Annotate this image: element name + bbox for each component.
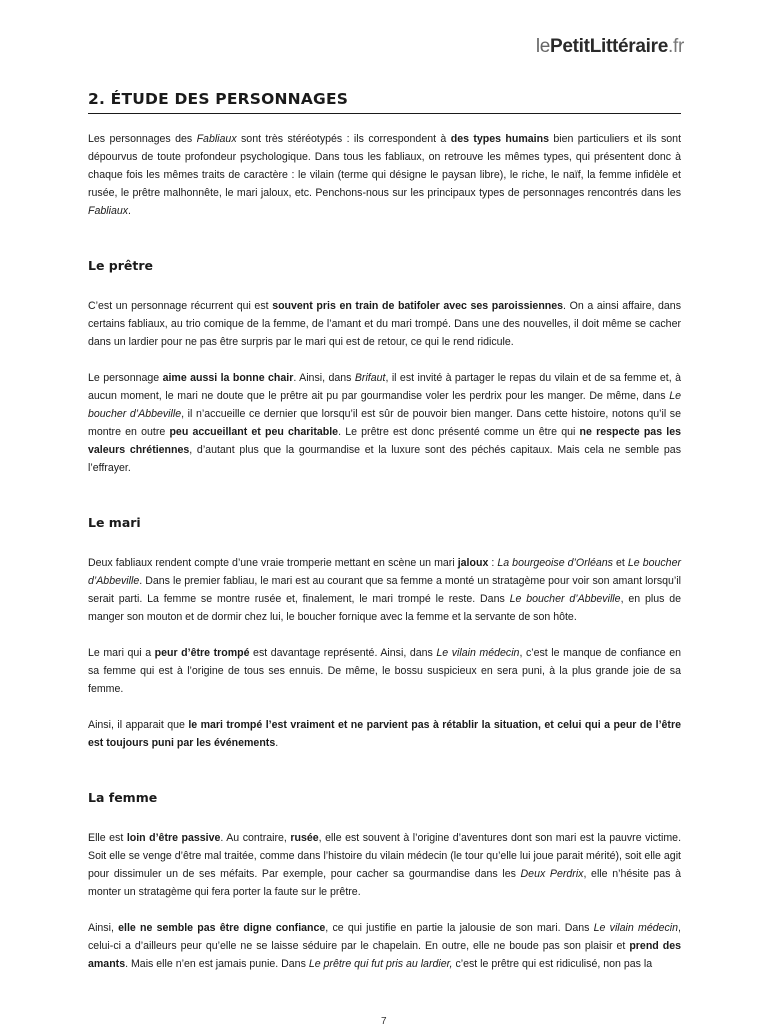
bold-run: ne respecte pas les valeurs chrétiennes bbox=[88, 426, 681, 456]
text-run: . Ainsi, dans bbox=[293, 372, 355, 384]
bold-run: le mari trompé l’est vraiment et ne parvient pas à rétablir la situation, et celui qui a peur de l’être est toujours puni par les événements bbox=[88, 719, 681, 749]
text-run: . bbox=[275, 737, 279, 749]
femme-paragraph-2 bbox=[88, 919, 681, 973]
italic-run: Le prêtre qui fut pris au lardier, bbox=[308, 958, 453, 970]
femme-paragraph-1 bbox=[88, 829, 681, 901]
page-number: 7 bbox=[381, 1016, 387, 1027]
italic-run: La bourgeoise d’Orléans bbox=[497, 557, 613, 569]
text-run: , c’est le manque de confiance en sa femme qui est à l’origine de tous ses ennuis. De même, le bossu suspicieux en sera puni, à la plus grande joie de sa femme. bbox=[88, 647, 681, 695]
text-run: Elle est bbox=[88, 832, 127, 844]
text-run: Ainsi, il apparait que bbox=[88, 719, 189, 731]
text-run: , il est invité à partager le repas du vilain et de sa femme et, à aucun moment, le mari ne doute que le prêtre ait pu par gourmandise voler les perdrix pour les manger. De même, dans bbox=[88, 372, 681, 402]
italic-run: Le vilain médecin bbox=[593, 922, 679, 934]
text-run: . Au contraire, bbox=[220, 832, 291, 844]
text-run: Les personnages des bbox=[88, 133, 197, 145]
italic-run: Fabliaux bbox=[88, 205, 129, 217]
italic-run: Fabliaux bbox=[196, 133, 237, 145]
section-heading-femme: La femme bbox=[88, 790, 158, 805]
bold-run: peu accueillant et peu charitable bbox=[169, 426, 339, 438]
bold-run: jaloux bbox=[457, 557, 489, 569]
bold-run: des types humains bbox=[450, 133, 549, 145]
text-run: . Mais elle n’en est jamais punie. Dans bbox=[125, 958, 309, 970]
chapter-title: 2. ÉTUDE DES PERSONNAGES bbox=[88, 90, 681, 114]
italic-run: Le boucher d’Abbeville bbox=[88, 557, 681, 587]
italic-run: Le boucher d’Abbeville bbox=[509, 593, 621, 605]
text-run: C’est un personnage récurrent qui est bbox=[88, 300, 273, 312]
text-run: . On a ainsi affaire, dans certains fabliaux, au trio comique de la femme, de l’amant et du mari trompé. Dans une des nouvelles, il doit même se cacher dans un lardier pour ne pas être surpris par le mari qui est de retour, ce qui le rend ridicule. bbox=[88, 300, 681, 348]
bold-run: peur d’être trompé bbox=[154, 647, 250, 659]
text-run: , en plus de manger son mouton et de dormir chez lui, le boucher fornique avec la femme et la servante de son hôte. bbox=[88, 593, 681, 623]
bold-run: prend des amants bbox=[88, 940, 681, 970]
text-run: Le mari qui a bbox=[88, 647, 155, 659]
bold-run: souvent pris en train de batifoler avec ses paroissiennes bbox=[272, 300, 564, 312]
text-run: Deux fabliaux rendent compte d’une vraie tromperie mettant en scène un mari bbox=[88, 557, 458, 569]
text-run: Ainsi, bbox=[88, 922, 119, 934]
text-run: c’est le prêtre qui est ridiculisé, non pas la bbox=[452, 958, 653, 970]
mari-paragraph-2 bbox=[88, 644, 681, 698]
brand-part-le: le bbox=[535, 36, 551, 57]
text-run: , elle est souvent à l’origine d’aventures dont son mari est la pauvre victime. Soit elle se venge d’être mal traitée, comme dans l’histoire du vilain médecin (le tour qu’elle lui joue parait mérité), soit elle agit pour dissimuler un de ses méfaits. Par exemple, pour cacher sa gourmandise dans les bbox=[88, 832, 682, 880]
brand-part-name: PetitLittéraire bbox=[550, 36, 668, 57]
text-run: est davantage représenté. Ainsi, dans bbox=[249, 647, 437, 659]
text-run: , ce qui justifie en partie la jalousie de son mari. Dans bbox=[325, 922, 594, 934]
text-run: , d’autant plus que la gourmandise et la luxure sont des péchés capitaux. Mais cela ne semble pas l’effrayer. bbox=[88, 444, 681, 474]
page-content bbox=[88, 90, 681, 973]
section-heading-pretre: Le prêtre bbox=[88, 258, 154, 273]
italic-run: Le boucher d’Abbeville bbox=[88, 390, 681, 420]
brand-logo bbox=[536, 36, 684, 58]
bold-run: loin d’être passive bbox=[126, 832, 221, 844]
bold-run: rusée bbox=[290, 832, 319, 844]
text-run: : bbox=[488, 557, 498, 569]
text-run: . bbox=[128, 205, 131, 217]
pretre-paragraph-1 bbox=[88, 297, 681, 351]
italic-run: Deux Perdrix bbox=[520, 868, 584, 880]
text-run: bien particuliers et ils sont dépourvus de toute profondeur psychologique. Dans tous les fabliaux, on retrouve les mêmes types, qui présentent donc à chaque fois les mêmes traits de caractère : le vilain (terme qui désigne le paysan libre), le riche, le naïf, la femme infidèle et rusée, le prêtre malhonnête, le mari jaloux, etc. Penchons-nous sur les principaux types de personnages rencontrés dans les bbox=[88, 133, 682, 199]
text-run: , celui-ci a d’ailleurs peur qu’elle ne se laisse séduire par le chapelain. En outre, elle ne boude pas son plaisir et bbox=[88, 922, 681, 952]
brand-part-domain: .fr bbox=[668, 36, 684, 57]
text-run: Le personnage bbox=[88, 372, 163, 384]
italic-run: Brifaut bbox=[354, 372, 386, 384]
bold-run: elle ne semble pas être digne confiance bbox=[118, 922, 326, 934]
text-run: et bbox=[612, 557, 628, 569]
italic-run: Le vilain médecin bbox=[436, 647, 520, 659]
text-run: sont très stéréotypés : ils correspondent à bbox=[236, 133, 451, 145]
text-run: . Dans le premier fabliau, le mari est au courant que sa femme a monté un stratagème pour voir son amant lorsqu’il serait parti. La femme se montre rusée et, finalement, le mari trompé le reste. Dans bbox=[88, 575, 681, 605]
intro-paragraph bbox=[88, 130, 681, 220]
bold-run: aime aussi la bonne chair bbox=[162, 372, 294, 384]
text-run: . Le prêtre est donc présenté comme un être qui bbox=[338, 426, 580, 438]
text-run: , elle n’hésite pas à monter un stratagème qui fera porter la faute sur le prêtre. bbox=[88, 868, 681, 898]
section-heading-mari: Le mari bbox=[88, 515, 141, 530]
mari-paragraph-1 bbox=[88, 554, 681, 626]
pretre-paragraph-2 bbox=[88, 369, 681, 477]
mari-paragraph-3 bbox=[88, 716, 681, 752]
text-run: , il n’accueille ce dernier que lorsqu’il est sûr de pouvoir bien manger. Dans cette histoire, notons qu’il se montre en outre bbox=[88, 408, 681, 438]
